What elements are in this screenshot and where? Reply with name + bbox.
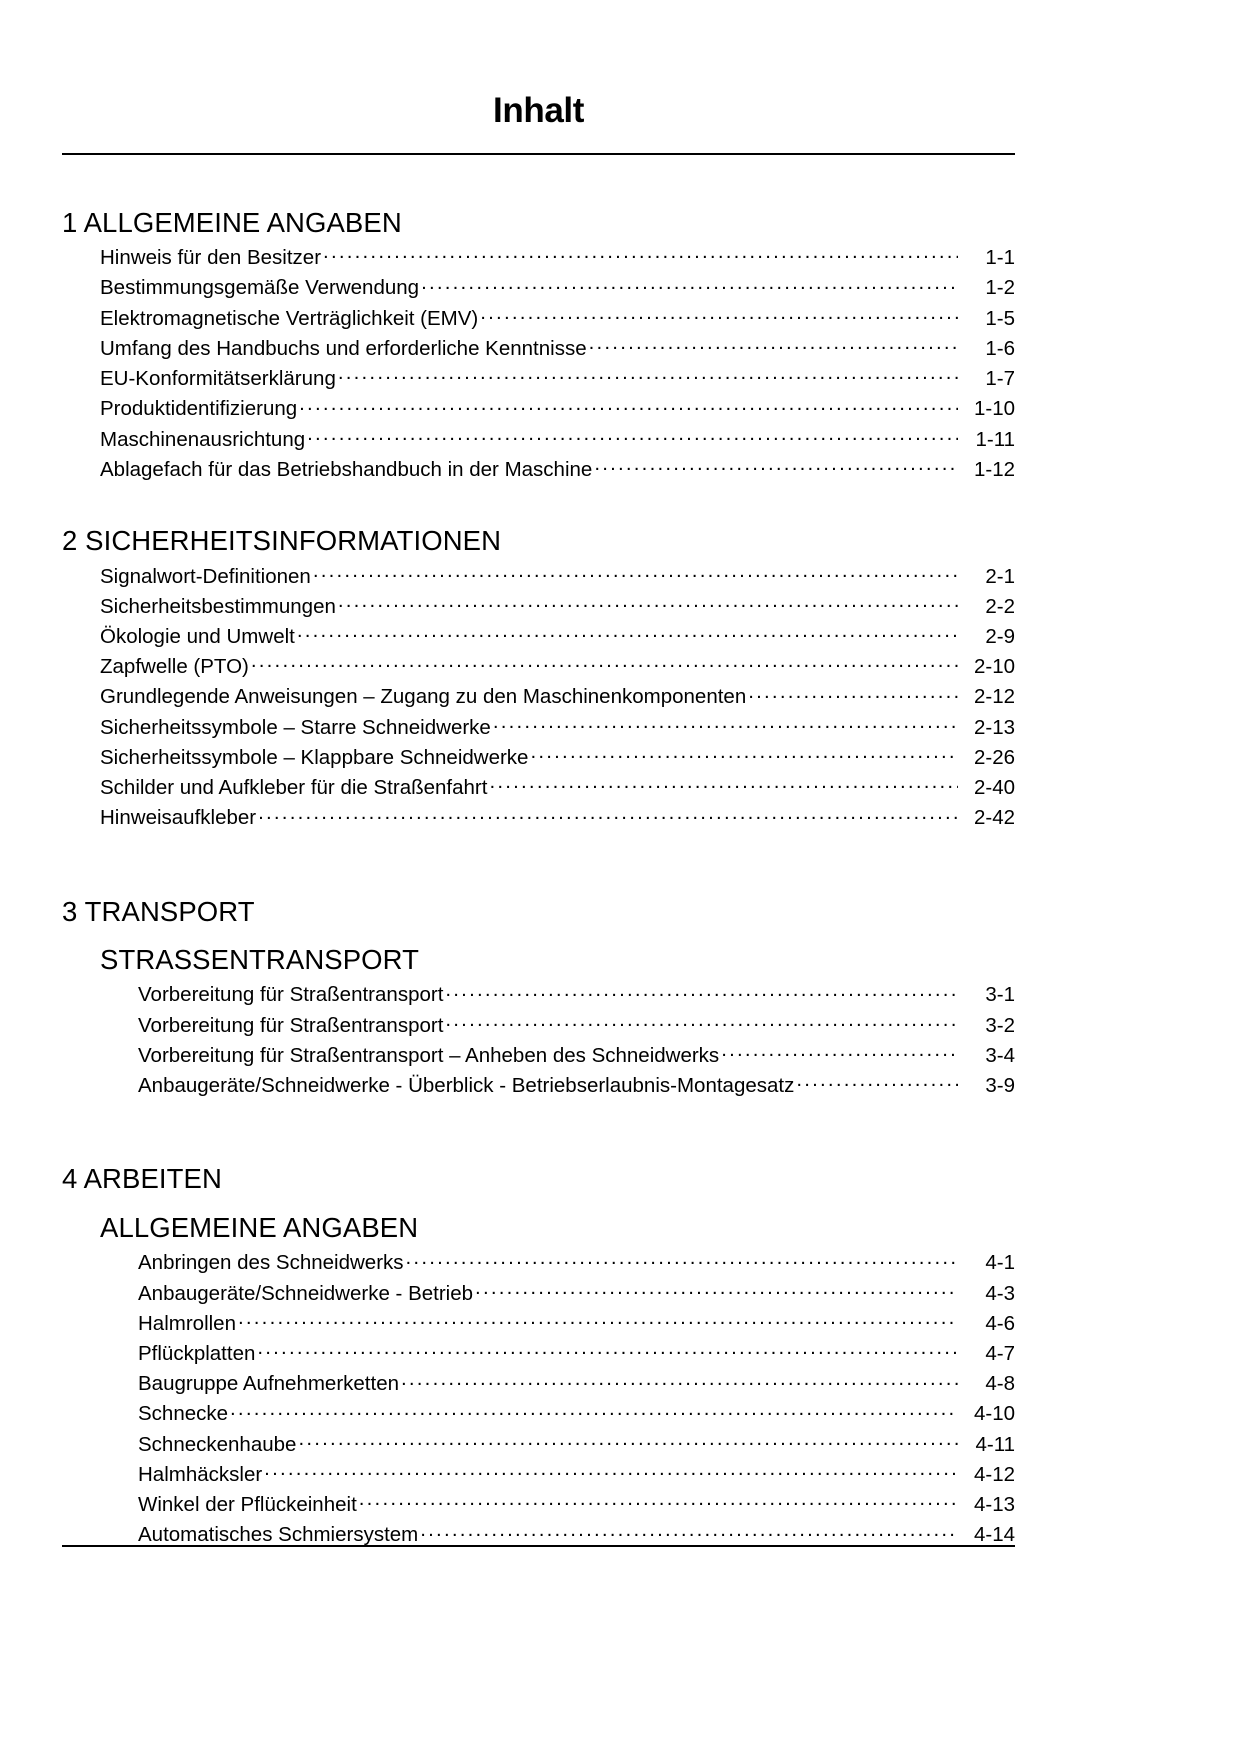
- dot-leader: [721, 1041, 958, 1062]
- toc-entry[interactable]: [100, 713, 1015, 743]
- toc-entry-label: Bestimmungsgemäße Verwendung: [100, 276, 420, 300]
- toc-entry-label: EU-Konformitätserklärung: [100, 367, 336, 391]
- toc-entry-page-number: 2-42: [973, 806, 1015, 830]
- toc-entry[interactable]: [138, 1071, 1015, 1101]
- toc-entry-page-number: 1-7: [985, 367, 1015, 391]
- toc-entry-page-number: 3-4: [985, 1043, 1015, 1067]
- dot-leader: [298, 1430, 958, 1451]
- dot-leader: [594, 455, 958, 476]
- toc-entry[interactable]: [100, 364, 1015, 394]
- section-spacer: [62, 834, 1015, 896]
- section-subheading: STRASSENTRANSPORT: [100, 944, 420, 976]
- dot-leader: [421, 274, 958, 295]
- toc-entry-list: [62, 980, 1015, 1101]
- toc-entry[interactable]: [100, 773, 1015, 803]
- toc-entry[interactable]: [100, 425, 1015, 455]
- dot-leader: [323, 244, 958, 265]
- toc-entry-label: Schneckenhaube: [138, 1432, 297, 1456]
- toc-entry-label: Ablagefach für das Betriebshandbuch in der Maschine: [100, 457, 593, 481]
- toc-entry-page-number: 3-9: [985, 1074, 1015, 1098]
- toc-entry[interactable]: [138, 1430, 1015, 1460]
- toc-entry[interactable]: [100, 622, 1015, 652]
- dot-leader: [589, 334, 958, 355]
- toc-entry-label: Sicherheitssymbole – Klappbare Schneidwerke: [100, 745, 529, 769]
- toc-entry-label: Produktidentifizierung: [100, 397, 298, 421]
- toc-entry-page-number: 4-7: [985, 1342, 1015, 1365]
- toc-entry-page-number: 3-2: [985, 1013, 1015, 1037]
- toc-entry[interactable]: [100, 682, 1015, 712]
- toc-entry-label: Signalwort-Definitionen: [100, 564, 311, 588]
- toc-entry-label: Sicherheitsbestimmungen: [100, 594, 336, 618]
- toc-entry-page-number: 1-2: [985, 276, 1015, 300]
- toc-section: [62, 1163, 1015, 1550]
- toc-entry-label: Hinweis für den Besitzer: [100, 246, 322, 270]
- toc-entry[interactable]: [138, 1339, 1015, 1369]
- dot-leader: [238, 1309, 958, 1330]
- dot-leader: [297, 622, 958, 643]
- toc-entry-label: Schnecke: [138, 1402, 229, 1426]
- toc-entry-page-number: 2-9: [985, 624, 1015, 648]
- toc-entry-label: Sicherheitssymbole – Starre Schneidwerke: [100, 715, 491, 739]
- toc-entry[interactable]: [100, 592, 1015, 622]
- toc-entry-label: Halmhäcksler: [138, 1462, 263, 1486]
- toc-entry-page-number: 4-6: [985, 1311, 1015, 1335]
- toc-entry[interactable]: [138, 1399, 1015, 1429]
- toc-section: [62, 207, 1015, 485]
- section-heading: 1 ALLGEMEINE ANGABEN: [62, 206, 402, 238]
- toc-entry-page-number: 4-1: [985, 1251, 1015, 1275]
- toc-section: [62, 896, 1015, 1102]
- dot-leader: [299, 395, 958, 416]
- toc-entry-page-number: 4-13: [973, 1493, 1015, 1517]
- footer-divider: [62, 1545, 1015, 1547]
- dot-leader: [493, 713, 958, 734]
- toc-entry[interactable]: [138, 980, 1015, 1010]
- toc-entry-page-number: 4-3: [985, 1281, 1015, 1305]
- dot-leader: [338, 365, 958, 386]
- toc-entry-label: Umfang des Handbuchs und erforderliche Kenntnisse: [100, 336, 587, 360]
- toc-entry-label: Pflückplatten: [138, 1342, 256, 1365]
- toc-entry-page-number: 1-11: [975, 427, 1015, 451]
- dot-leader: [264, 1460, 958, 1481]
- toc-entry[interactable]: [100, 273, 1015, 303]
- toc-entry-page-number: 2-1: [985, 564, 1015, 588]
- dot-leader: [313, 562, 958, 583]
- dot-leader: [796, 1072, 958, 1093]
- section-heading: 3 TRANSPORT: [62, 895, 255, 927]
- toc-sections: [62, 207, 1015, 1551]
- dot-leader: [445, 981, 958, 1002]
- toc-entry[interactable]: [138, 1279, 1015, 1309]
- toc-entry-label: Schilder und Aufkleber für die Straßenfahrt: [100, 776, 488, 800]
- toc-entry-label: Elektromagnetische Verträglichkeit (EMV): [100, 306, 479, 330]
- toc-entry[interactable]: [138, 1460, 1015, 1490]
- dot-leader: [420, 1521, 958, 1542]
- toc-entry-page-number: 1-1: [985, 246, 1015, 270]
- dot-leader: [257, 1340, 958, 1361]
- toc-entry-page-number: 4-11: [975, 1432, 1015, 1456]
- toc-entry-label: Anbringen des Schneidwerks: [138, 1251, 404, 1275]
- toc-entry-page-number: 3-1: [985, 983, 1015, 1007]
- toc-entry[interactable]: [138, 1369, 1015, 1399]
- toc-entry[interactable]: [138, 1490, 1015, 1520]
- toc-entry-label: Winkel der Pflückeinheit: [138, 1493, 357, 1517]
- toc-entry[interactable]: [100, 803, 1015, 833]
- toc-entry-label: Vorbereitung für Straßentransport – Anheben des Schneidwerks: [138, 1043, 720, 1067]
- dot-leader: [230, 1400, 958, 1421]
- toc-entry[interactable]: [100, 334, 1015, 364]
- toc-entry-label: Anbaugeräte/Schneidwerke - Betrieb: [138, 1281, 474, 1305]
- toc-entry-list: [62, 1248, 1015, 1550]
- toc-entry[interactable]: [100, 652, 1015, 682]
- toc-entry-label: Vorbereitung für Straßentransport: [138, 1013, 444, 1037]
- toc-entry[interactable]: [100, 243, 1015, 273]
- toc-entry-list: [62, 243, 1015, 485]
- toc-entry-label: Vorbereitung für Straßentransport: [138, 983, 444, 1007]
- toc-entry-page-number: 2-13: [973, 715, 1015, 739]
- toc-entry-label: Anbaugeräte/Schneidwerke - Überblick - Betriebserlaubnis-Montagesatz: [138, 1074, 795, 1098]
- dot-leader: [748, 683, 958, 704]
- toc-entry-page-number: 1-6: [985, 336, 1015, 360]
- toc-entry-label: Zapfwelle (PTO): [100, 655, 249, 679]
- toc-entry-page-number: 2-2: [985, 594, 1015, 618]
- toc-entry-page-number: 2-12: [973, 685, 1015, 709]
- dot-leader: [338, 592, 958, 613]
- toc-entry[interactable]: [138, 1011, 1015, 1041]
- toc-entry[interactable]: [100, 304, 1015, 334]
- page-title: Inhalt: [493, 91, 584, 130]
- dot-leader: [480, 304, 958, 325]
- title-divider: [62, 153, 1015, 155]
- toc-section: [62, 525, 1015, 834]
- toc-entry[interactable]: [100, 394, 1015, 424]
- dot-leader: [489, 774, 958, 795]
- toc-entry-page-number: 4-14: [973, 1523, 1015, 1547]
- section-heading: 2 SICHERHEITSINFORMATIONEN: [62, 525, 502, 557]
- toc-entry-label: Grundlegende Anweisungen – Zugang zu den Maschinenkomponenten: [100, 685, 747, 709]
- toc-entry-page-number: 2-40: [973, 776, 1015, 800]
- toc-entry-page-number: 2-26: [973, 745, 1015, 769]
- toc-entry[interactable]: [100, 562, 1015, 592]
- dot-leader: [401, 1370, 958, 1391]
- section-subheading: ALLGEMEINE ANGABEN: [100, 1211, 419, 1243]
- toc-entry-label: Maschinenausrichtung: [100, 427, 306, 451]
- page-content: [62, 0, 1015, 1551]
- dot-leader: [530, 743, 958, 764]
- toc-entry[interactable]: [138, 1248, 1015, 1278]
- toc-entry-page-number: 4-10: [973, 1402, 1015, 1426]
- toc-entry-label: Baugruppe Aufnehmerketten: [138, 1372, 399, 1396]
- section-spacer: [62, 485, 1015, 525]
- dot-leader: [406, 1249, 958, 1270]
- dot-leader: [258, 804, 958, 825]
- dot-leader: [359, 1491, 958, 1512]
- toc-entry-label: Halmrollen: [138, 1311, 236, 1335]
- toc-entry-page-number: 1-10: [973, 397, 1015, 421]
- toc-entry-list: [62, 562, 1015, 834]
- dot-leader: [445, 1011, 958, 1032]
- toc-entry-page-number: 1-12: [973, 457, 1015, 481]
- toc-entry-page-number: 4-12: [973, 1462, 1015, 1486]
- toc-entry-page-number: 1-5: [985, 306, 1015, 330]
- section-spacer: [62, 1101, 1015, 1163]
- dot-leader: [307, 425, 958, 446]
- toc-entry[interactable]: [138, 1309, 1015, 1339]
- toc-entry[interactable]: [100, 743, 1015, 773]
- toc-entry-label: Automatisches Schmiersystem: [138, 1523, 419, 1547]
- toc-entry-page-number: 2-10: [973, 655, 1015, 679]
- toc-entry[interactable]: [100, 455, 1015, 485]
- section-heading: 4 ARBEITEN: [62, 1163, 222, 1195]
- toc-entry-label: Hinweisaufkleber: [100, 806, 257, 830]
- dot-leader: [251, 653, 958, 674]
- toc-entry-page-number: 4-8: [985, 1372, 1015, 1396]
- toc-entry[interactable]: [138, 1041, 1015, 1071]
- toc-entry-label: Ökologie und Umwelt: [100, 624, 295, 648]
- dot-leader: [475, 1279, 958, 1300]
